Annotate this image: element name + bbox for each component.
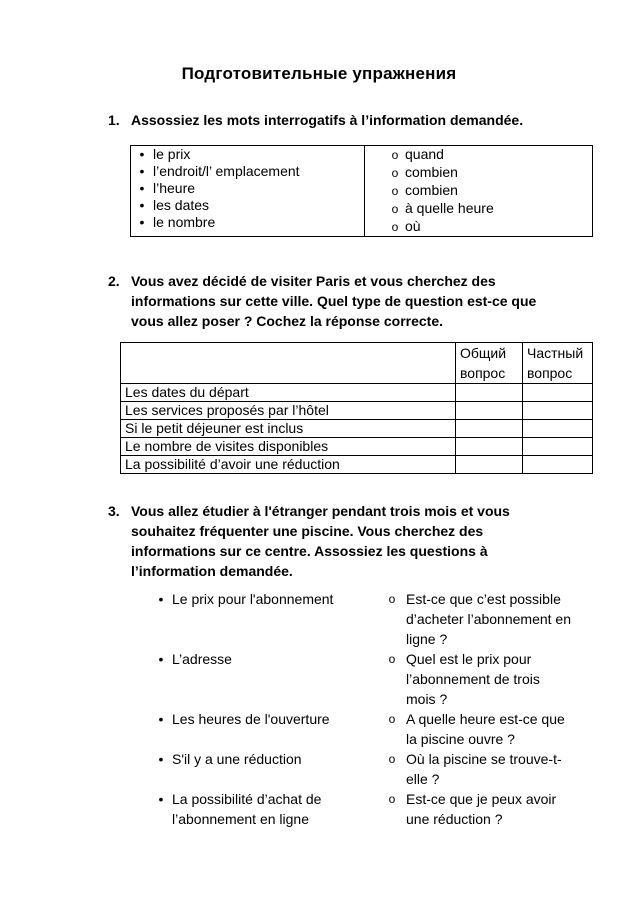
q1-right-column [365,146,593,237]
checkbox-cell-special[interactable] [523,384,593,402]
column-header-general: Общий вопрос [456,343,523,384]
list-item: o combien [385,182,592,200]
question-2-table [120,342,593,474]
table-row: Le nombre de visites disponibles [121,438,593,456]
list-item: • L’adresse [150,649,232,669]
list-item: o Est-ce que je peux avoir une réduction ? [382,789,556,829]
bullet-icon: • [158,711,164,727]
question-1-number: 1. [108,112,120,128]
circle-icon: o [388,652,396,666]
list-item: o Quel est le prix pour l’abonnement de trois mois ? [382,649,540,709]
bullet-icon: • [158,751,164,767]
bullet-icon: • [139,163,145,179]
checkbox-cell-general[interactable] [456,384,523,402]
circle-icon: o [388,792,396,806]
circle-icon: o [391,202,399,216]
table-header-blank [121,343,456,384]
circle-icon: o [388,712,396,726]
list-item: • les dates [131,197,364,214]
page-title: Подготовительные упражнения [181,64,457,83]
question-3-text: Vous allez étudier à l'étranger pendant trois mois et vous souhaitez fréquenter une piscine. Vous cherchez des informations sur ce centre. Assossiez les questions à l’information demandée. [131,503,510,579]
bullet-icon: • [158,591,164,607]
checkbox-cell-general[interactable] [456,402,523,420]
circle-icon: o [391,220,399,234]
column-header-special: Частный вопрос [523,343,593,384]
bullet-icon: • [139,180,145,196]
list-item: o quand [385,146,592,164]
question-2-number: 2. [108,273,120,289]
table-row: Si le petit déjeuner est inclus [121,420,593,438]
list-item: • La possibilité d’achat de l’abonnement en ligne [150,789,321,829]
list-item: • Le prix pour l'abonnement [150,589,333,609]
list-item: o à quelle heure [385,200,592,218]
list-item: • S'il y a une réduction [150,749,302,769]
circle-icon: o [391,184,399,198]
bullet-icon: • [139,146,145,162]
checkbox-cell-general[interactable] [456,456,523,474]
bullet-icon: • [139,214,145,230]
circle-icon: o [388,752,396,766]
checkbox-cell-special[interactable] [523,420,593,438]
bullet-icon: • [158,651,164,667]
question-2-text: Vous avez décidé de visiter Paris et vous cherchez des informations sur cette ville. Quel type de question est-ce que vous allez poser ? Cochez la réponse correcte. [131,273,537,329]
list-item: • l’heure [131,180,364,197]
table-row: Les services proposés par l’hôtel [121,402,593,420]
list-item: • Les heures de l'ouverture [150,709,330,729]
list-item: o A quelle heure est-ce que la piscine ouvre ? [382,709,565,749]
checkbox-cell-special[interactable] [523,402,593,420]
bullet-icon: • [158,791,164,807]
checkbox-cell-general[interactable] [456,438,523,456]
table-row: La possibilité d’avoir une réduction [121,456,593,474]
list-item: • le prix [131,146,364,163]
circle-icon: o [391,166,399,180]
list-item: o combien [385,164,592,182]
list-item: o où [385,218,592,236]
question-1-text: Assossiez les mots interrogatifs à l’information demandée. [131,112,524,128]
checkbox-cell-special[interactable] [523,456,593,474]
checkbox-cell-special[interactable] [523,438,593,456]
list-item: o Où la piscine se trouve-t- elle ? [382,749,562,789]
checkbox-cell-general[interactable] [456,420,523,438]
question-3-number: 3. [108,503,120,519]
circle-icon: o [391,148,399,162]
bullet-icon: • [139,197,145,213]
question-1-table [130,145,593,237]
q1-left-column [131,146,365,237]
list-item: o Est-ce que c’est possible d’acheter l’abonnement en ligne ? [382,589,571,649]
list-item: • l’endroit/l’ emplacement [131,163,364,180]
table-row: Les dates du départ [121,384,593,402]
circle-icon: o [388,592,396,606]
list-item: • le nombre [131,214,364,231]
